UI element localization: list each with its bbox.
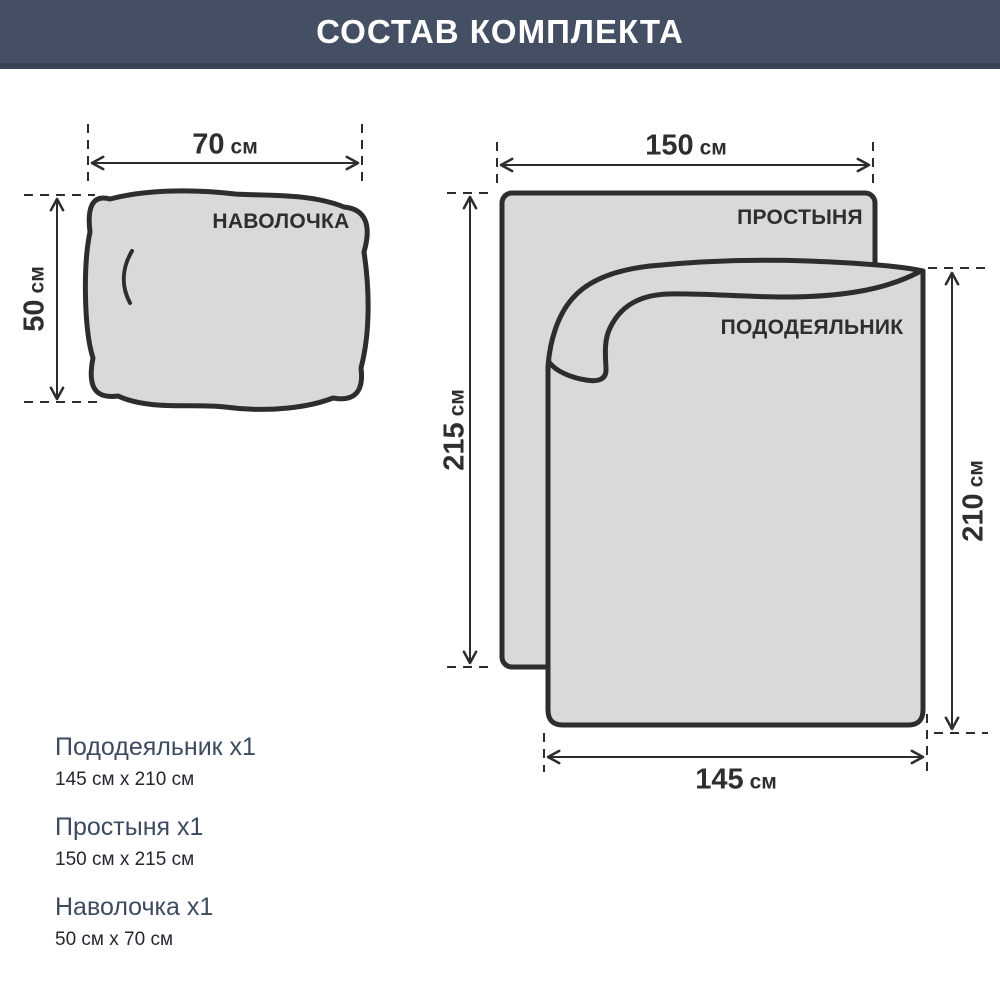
sheet-height-value: 215 [438,422,471,471]
legend-item-size: 150 см х 215 см [55,849,195,870]
pillow-height-unit: см [25,266,49,294]
pillow-height-value: 50 [18,299,51,332]
sheet-height-label [439,389,472,471]
pillow-height-label [19,266,52,331]
legend-item-name: Наволочка х1 [55,893,214,921]
sheet-width-unit: см [699,136,727,160]
legend-item-name: Простыня х1 [55,813,204,841]
sheet-label: ПРОСТЫНЯ [737,206,863,229]
duvet-width-value: 145 [695,763,744,796]
legend-item-name: Пододеяльник х1 [55,733,256,761]
sheet-width-label [645,130,727,163]
pillow-width-value: 70 [192,128,225,161]
duvet-height-unit: см [964,460,988,488]
sheet-height-unit: см [445,389,469,417]
legend-item-size: 50 см х 70 см [55,929,174,950]
duvet-width-label [695,764,777,797]
pillow-width-unit: см [230,135,258,159]
page-title: СОСТАВ КОМПЛЕКТА [316,12,684,50]
legend-item-duvet [55,733,256,791]
duvet-label: ПОДОДЕЯЛЬНИК [720,316,904,339]
sheet-width-value: 150 [645,129,694,162]
pillow-label: НАВОЛОЧКА [212,210,350,233]
legend-item-pillow [55,893,213,951]
duvet-height-value: 210 [957,493,990,542]
legend-item-size: 145 см х 210 см [55,769,195,790]
pillow-width-label [192,129,257,162]
duvet-width-unit: см [749,770,777,794]
duvet-height-label [958,460,991,542]
legend-item-sheet [55,813,203,871]
